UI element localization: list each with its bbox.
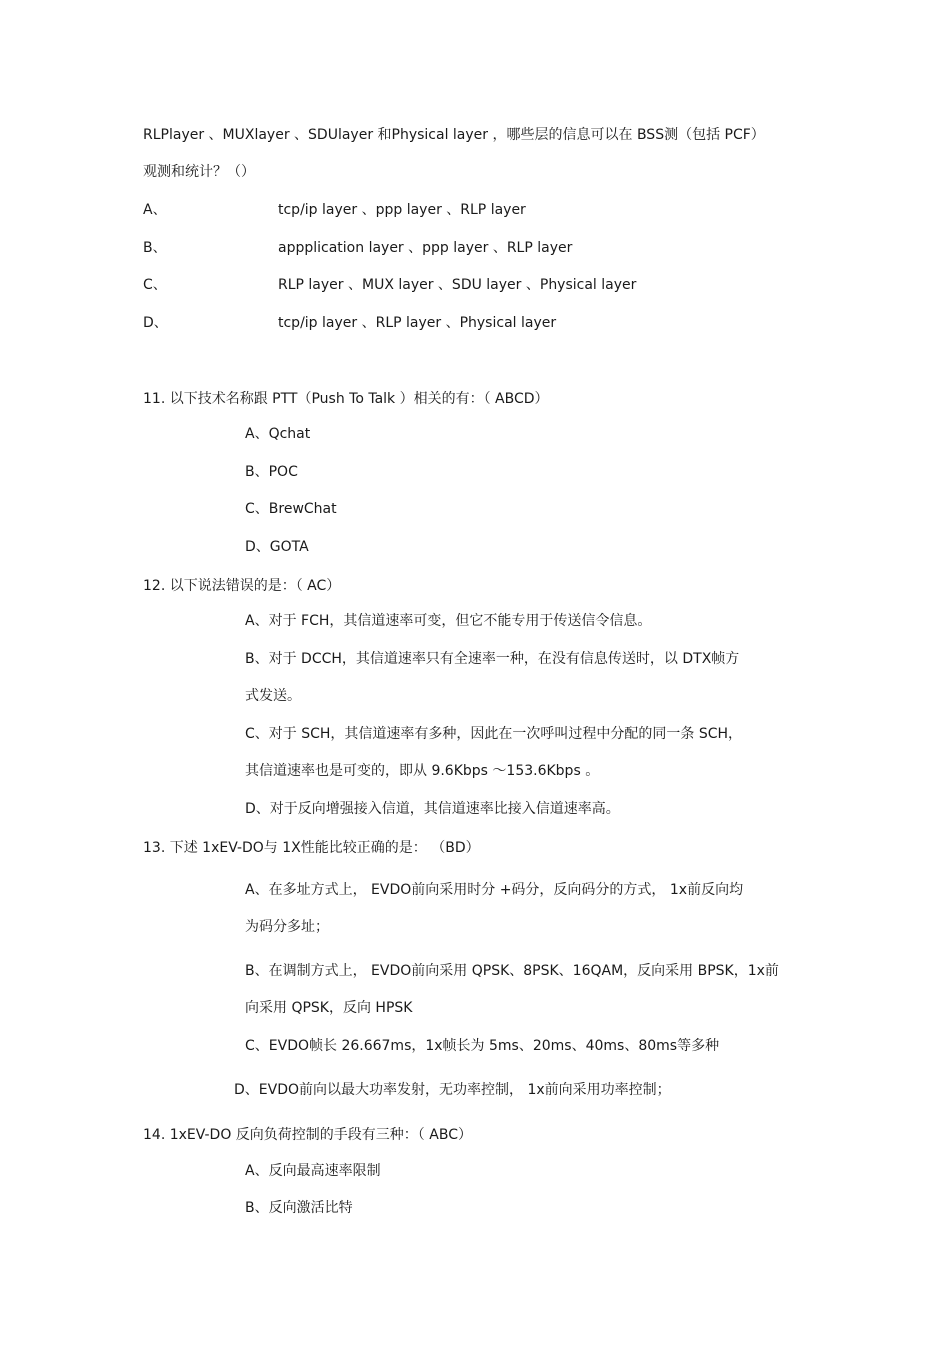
q10-option-b-text: appplication layer 、ppp layer 、RLP layer [278,240,573,256]
q12-stem: 12. 以下说法错误的是：（ AC） [143,578,341,594]
q14-option-a: A、反向最高速率限制 [245,1163,381,1179]
q12-option-b-line2: 式发送。 [245,688,301,704]
q13-option-a-line2: 为码分多址； [245,919,329,935]
q12-option-d: D、对于反向增强接入信道，其信道速率比接入信道速率高。 [245,801,620,817]
q10-stem-line1: RLPlayer 、MUXlayer 、SDUlayer 和Physical layer ，哪些层的信息可以在 BSS测（包括 PCF） [143,127,765,143]
q10-option-c-letter: C、 [143,277,167,293]
q13-option-b-line1: B、在调制方式上， EVDO前向采用 QPSK、8PSK、16QAM，反向采用 BPSK，1x前 [245,963,779,979]
q11-stem: 11. 以下技术名称跟 PTT（Push To Talk ）相关的有：（ ABCD） [143,391,549,407]
q12-option-c-line1: C、对于 SCH，其信道速率有多种，因此在一次呼叫过程中分配的同一条 SCH， [245,726,743,742]
q11-option-c: C、BrewChat [245,501,337,517]
q13-option-a-line1: A、在多址方式上， EVDO前向采用时分 +码分，反向码分的方式， 1x前反向均 [245,882,744,898]
q12-option-a: A、对于 FCH，其信道速率可变，但它不能专用于传送信令信息。 [245,613,652,629]
q11-option-a: A、Qchat [245,426,311,442]
q10-option-c-text: RLP layer 、MUX layer 、SDU layer 、Physical layer [278,277,637,293]
q13-option-c: C、EVDO帧长 26.667ms，1x帧长为 5ms、20ms、40ms、80ms等多种 [245,1038,720,1054]
q14-option-b: B、反向激活比特 [245,1200,353,1216]
q13-option-b-line2: 向采用 QPSK，反向 HPSK [245,1000,413,1016]
q12-option-b-line1: B、对于 DCCH，其信道速率只有全速率一种，在没有信息传送时，以 DTX帧方 [245,651,740,667]
q10-option-d-text: tcp/ip layer 、RLP layer 、Physical layer [278,315,557,331]
q10-stem-line2: 观测和统计？（） [143,164,255,180]
q14-stem: 14. 1xEV-DO 反向负荷控制的手段有三种：（ ABC） [143,1127,472,1143]
q10-option-b-letter: B、 [143,240,167,256]
q13-option-d: D、EVDO前向以最大功率发射，无功率控制， 1x前向采用功率控制； [234,1082,671,1098]
q10-option-a-text: tcp/ip layer 、ppp layer 、RLP layer [278,202,526,218]
q11-option-d: D、GOTA [245,539,309,555]
q10-option-a-letter: A、 [143,202,167,218]
q12-option-c-line2: 其信道速率也是可变的，即从 9.6Kbps ～153.6Kbps 。 [245,763,600,779]
q10-option-d-letter: D、 [143,315,168,331]
q11-option-b: B、POC [245,464,298,480]
q13-stem: 13. 下述 1xEV-DO与 1X性能比较正确的是： （BD） [143,840,480,856]
